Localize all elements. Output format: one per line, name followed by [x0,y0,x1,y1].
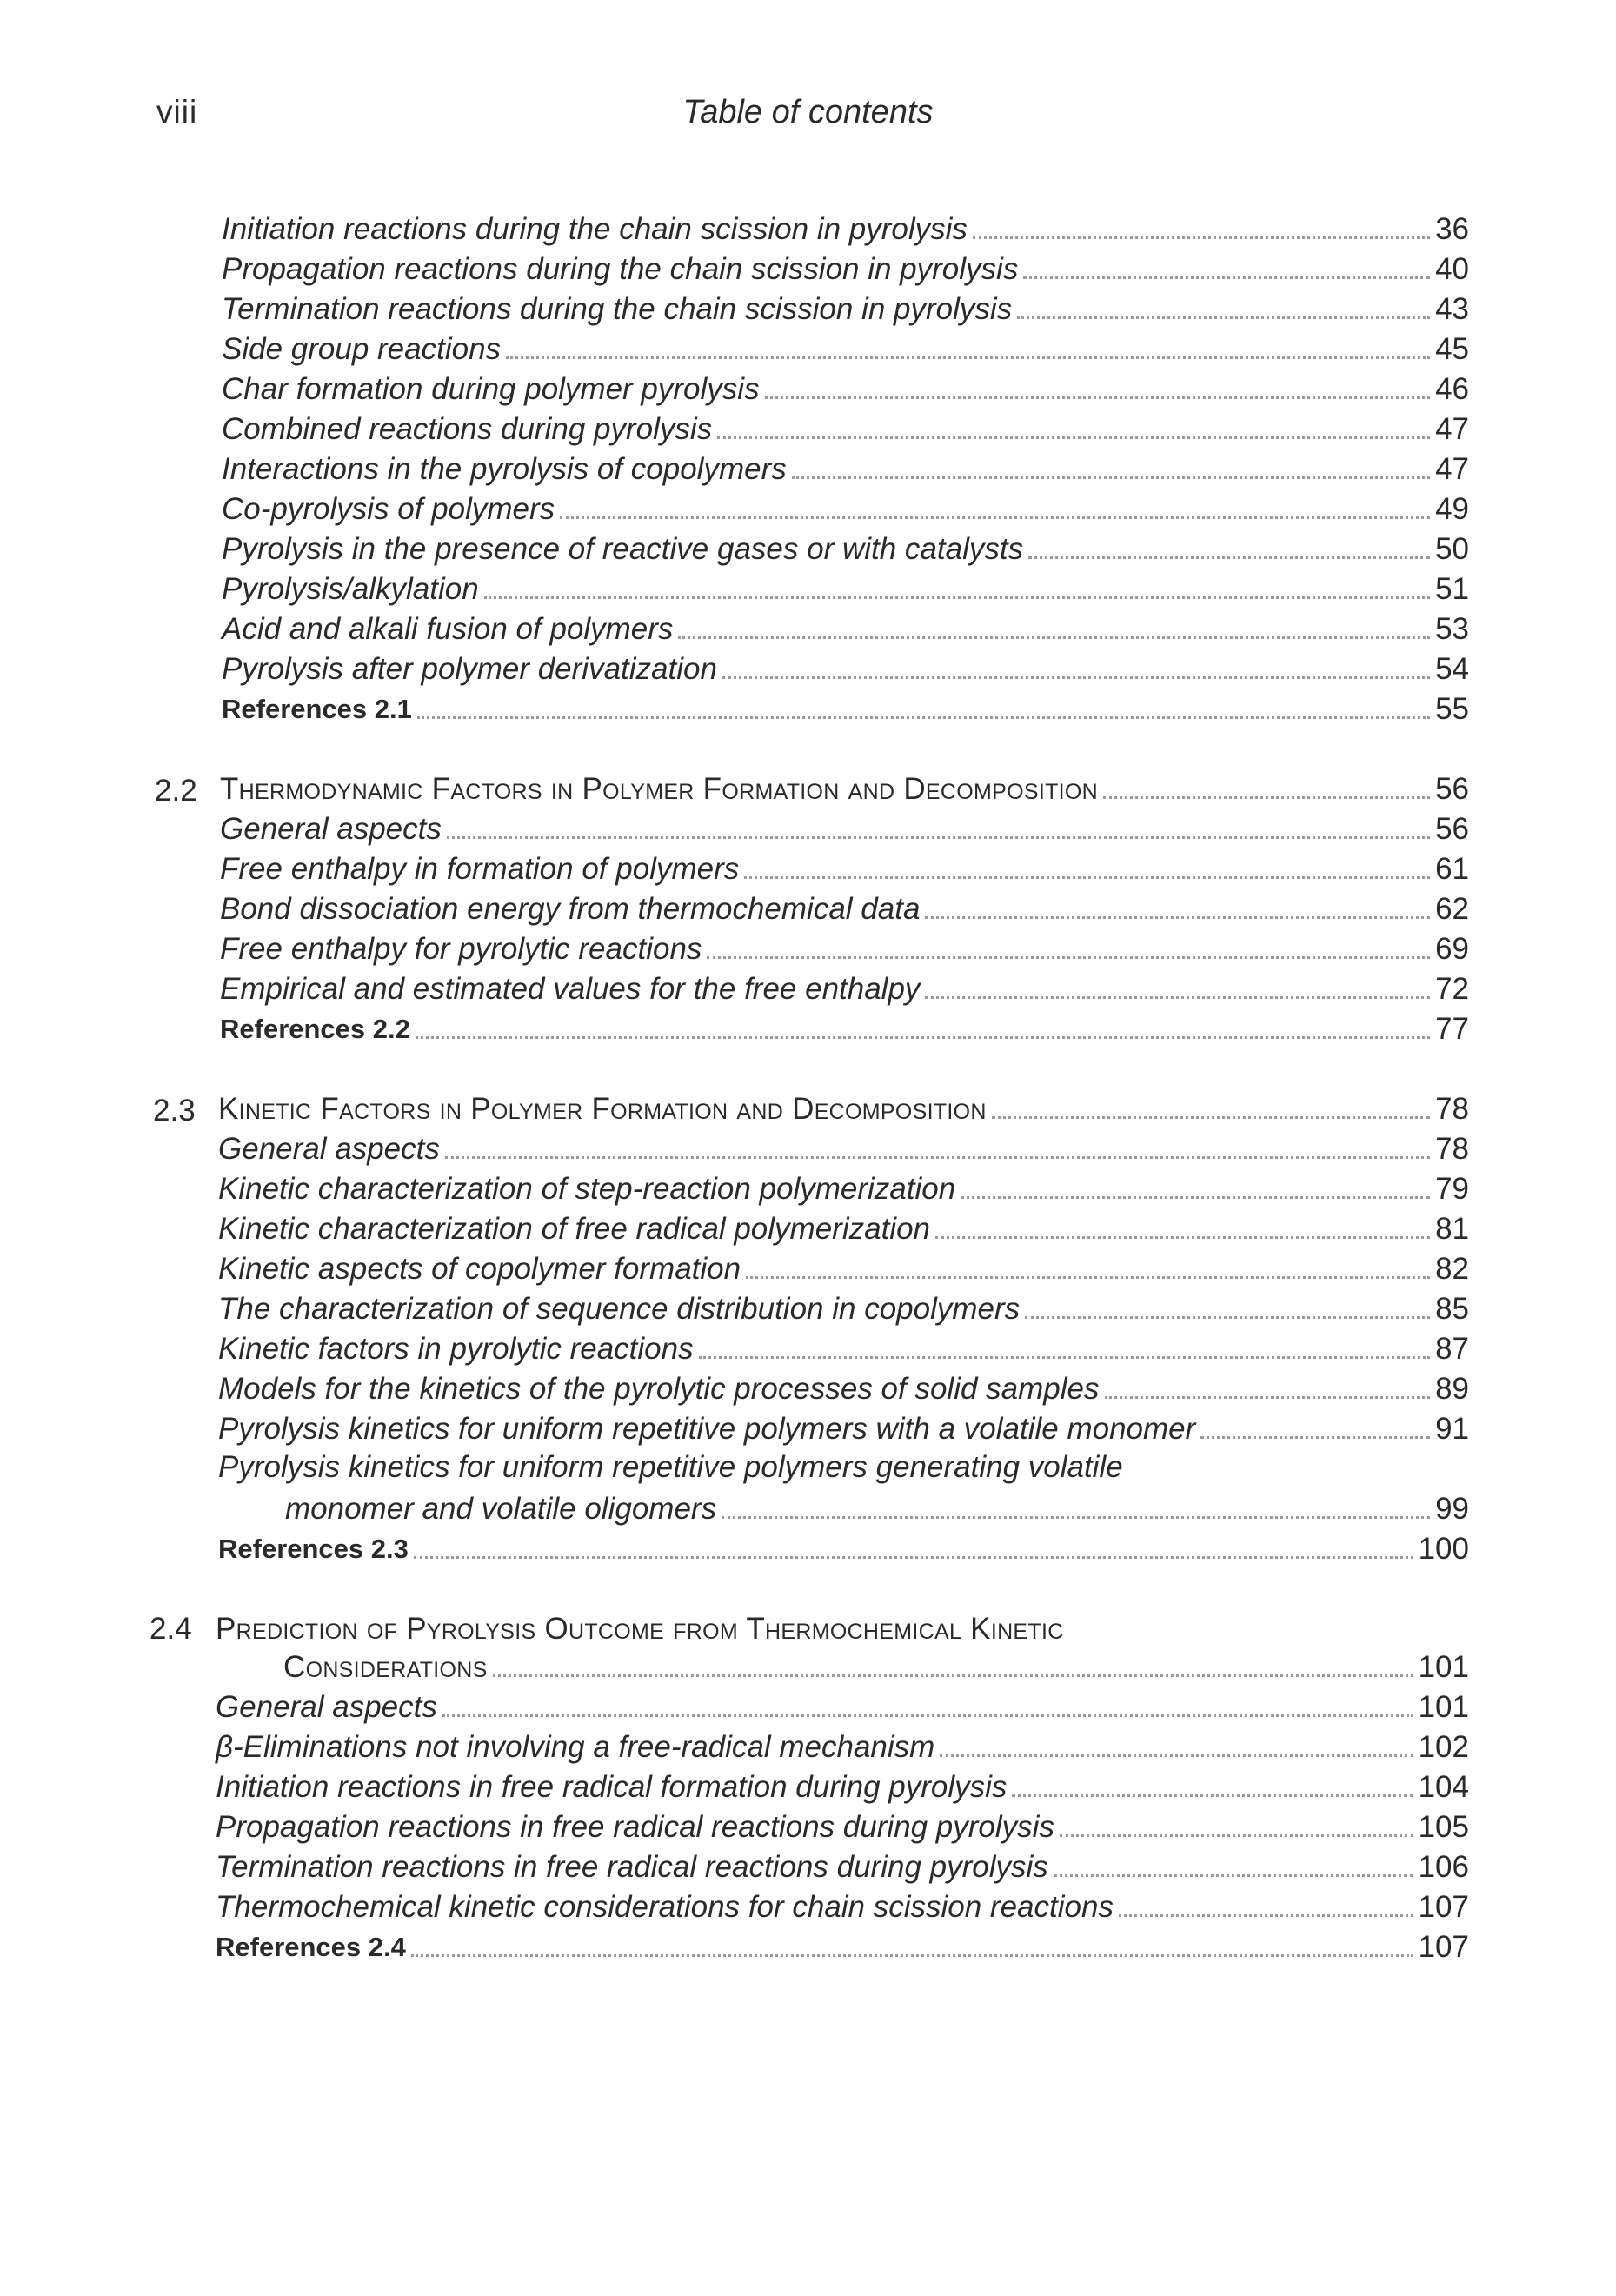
toc-entry: Free enthalpy for pyrolytic reactions 69 [220,932,1469,966]
toc-entry: Thermochemical kinetic considerations for chain scission reactions 107 [216,1890,1469,1924]
toc-references: References 2.1 55 [222,692,1469,726]
toc-entry: General aspects 78 [218,1132,1469,1166]
toc-entry: Pyrolysis/alkylation 51 [222,572,1469,606]
toc-entry: Kinetic aspects of copolymer formation 82 [218,1252,1469,1286]
toc-entry: Interactions in the pyrolysis of copolymers 47 [222,452,1469,486]
toc-entry: Kinetic factors in pyrolytic reactions 87 [218,1332,1469,1366]
toc-references: References 2.2 77 [220,1012,1469,1046]
toc-entry: Models for the kinetics of the pyrolytic processes of solid samples 89 [218,1372,1469,1406]
toc-entry: Initiation reactions in free radical formation during pyrolysis 104 [216,1770,1469,1804]
toc-references: References 2.4 107 [216,1930,1469,1964]
toc-references: References 2.3 100 [218,1532,1469,1566]
toc-entry: Kinetic characterization of step-reaction polymerization 79 [218,1172,1469,1206]
toc-entry: β-Eliminations not involving a free-radical mechanism 102 [216,1730,1469,1764]
toc-entry: Bond dissociation energy from thermochemical data 62 [220,892,1469,926]
toc-entry: General aspects 56 [220,812,1469,846]
section-number: 2.4 [150,1612,192,1646]
toc-section-heading: Thermodynamic Factors in Polymer Formation and Decomposition 56 [220,772,1469,806]
toc-entry: Propagation reactions during the chain scission in pyrolysis 40 [222,252,1469,286]
toc-entry: Char formation during polymer pyrolysis 46 [222,372,1469,406]
section-number: 2.3 [153,1094,196,1128]
page-number: viii [156,94,198,130]
toc-entry: Propagation reactions in free radical reactions during pyrolysis 105 [216,1810,1469,1844]
toc-entry: monomer and volatile oligomers 99 [285,1492,1469,1526]
toc-entry: Co-pyrolysis of polymers 49 [222,492,1469,526]
toc-entry: Free enthalpy in formation of polymers 61 [220,852,1469,886]
toc-entry: Pyrolysis after polymer derivatization 54 [222,652,1469,686]
toc-entry: Initiation reactions during the chain scission in pyrolysis 36 [222,212,1469,246]
toc-entry-wrapped-line: Pyrolysis kinetics for uniform repetitive polymers generating volatile [218,1450,1123,1484]
section-number: 2.2 [155,774,197,808]
toc-entry: Pyrolysis in the presence of reactive gases or with catalysts 50 [222,532,1469,566]
toc-entry: General aspects 101 [216,1690,1469,1724]
toc-entry: Kinetic characterization of free radical polymerization 81 [218,1212,1469,1246]
toc-section-heading: Considerations 101 [283,1650,1469,1684]
toc-section-heading-line: Prediction of Pyrolysis Outcome from Thermochemical Kinetic [216,1612,1064,1646]
toc-entry: Empirical and estimated values for the free enthalpy 72 [220,972,1469,1006]
toc-entry: The characterization of sequence distribution in copolymers 85 [218,1292,1469,1326]
toc-entry: Termination reactions in free radical reactions during pyrolysis 106 [216,1850,1469,1884]
running-title: Table of contents [682,94,934,130]
toc-entry: Termination reactions during the chain scission in pyrolysis 43 [222,292,1469,326]
page-header [0,94,1616,146]
toc-entry: Acid and alkali fusion of polymers 53 [222,612,1469,646]
toc-entry: Combined reactions during pyrolysis 47 [222,412,1469,446]
toc-entry: Side group reactions 45 [222,332,1469,366]
toc-entry: Pyrolysis kinetics for uniform repetitive polymers with a volatile monomer 91 [218,1412,1469,1446]
toc-section-heading: Kinetic Factors in Polymer Formation and Decomposition 78 [218,1092,1469,1126]
